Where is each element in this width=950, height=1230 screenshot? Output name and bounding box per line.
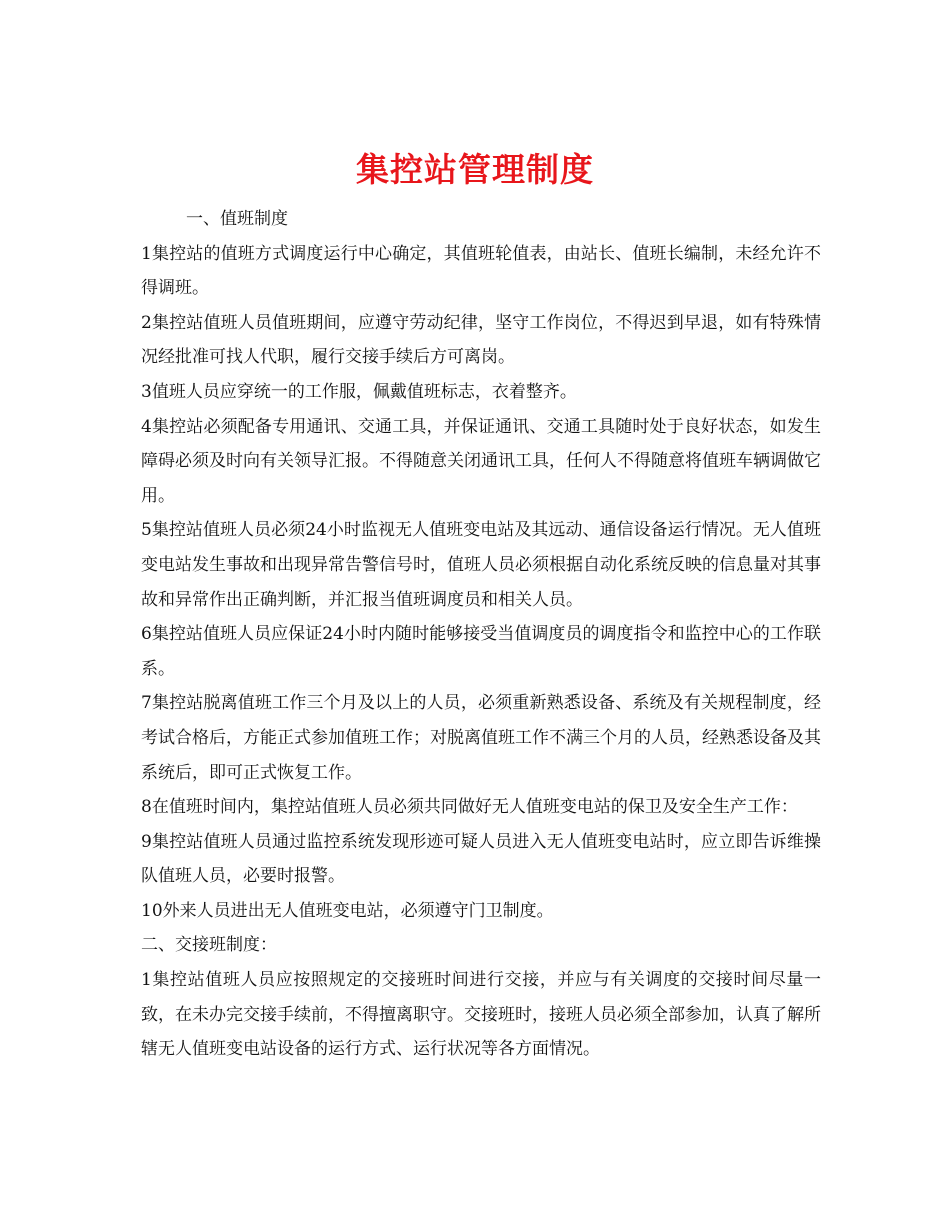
- paragraph: 2集控站值班人员值班期间，应遵守劳动纪律，坚守工作岗位，不得迟到早退，如有特殊情况经批准可找人代职，履行交接手续后方可离岗。: [141, 312, 821, 368]
- paragraph: 10外来人员进出无人值班变电站，必须遵守门卫制度。: [141, 900, 554, 921]
- paragraph: 二、交接班制度：: [141, 935, 277, 956]
- paragraph: 一、值班制度: [186, 209, 288, 229]
- document-body: [141, 202, 821, 1067]
- paragraph: 1集控站值班人员应按照规定的交接班时间进行交接，并应与有关调度的交接时间尽量一致，在未办完交接手续前，不得擅离职守。交接班时，接班人员必须全部参加，认真了解所辖无人值班变电站设备的运行方式、运行状况等各方面情况。: [141, 970, 821, 1060]
- paragraph: 9集控站值班人员通过监控系统发现形迹可疑人员进入无人值班变电站时，应立即告诉维操队值班人员，必要时报警。: [141, 831, 821, 887]
- paragraph: 7集控站脱离值班工作三个月及以上的人员，必须重新熟悉设备、系统及有关规程制度，经考试合格后，方能正式参加值班工作；对脱离值班工作不满三个月的人员，经熟悉设备及其系统后，即可正式恢复工作。: [141, 693, 821, 783]
- paragraph: 5集控站值班人员必须24小时监视无人值班变电站及其远动、通信设备运行情况。无人值班变电站发生事故和出现异常告警信号时，值班人员必须根据自动化系统反映的信息量对其事故和异常作出正确判断，并汇报当值班调度员和相关人员。: [141, 520, 821, 610]
- paragraph: 3值班人员应穿统一的工作服，佩戴值班标志，衣着整齐。: [141, 381, 577, 402]
- paragraph: 8在值班时间内，集控站值班人员必须共同做好无人值班变电站的保卫及安全生产工作：: [141, 797, 798, 818]
- paragraph: 4集控站必须配备专用通讯、交通工具，并保证通讯、交通工具随时处于良好状态，如发生障碍必须及时向有关领导汇报。不得随意关闭通讯工具，任何人不得随意将值班车辆调做它用。: [141, 416, 821, 506]
- document-title: 集控站管理制度: [356, 150, 594, 190]
- paragraph: 6集控站值班人员应保证24小时内随时能够接受当值调度员的调度指令和监控中心的工作联系。: [141, 624, 821, 679]
- paragraph: 1集控站的值班方式调度运行中心确定，其值班轮值表，由站长、值班长编制，未经允许不得调班。: [141, 243, 821, 299]
